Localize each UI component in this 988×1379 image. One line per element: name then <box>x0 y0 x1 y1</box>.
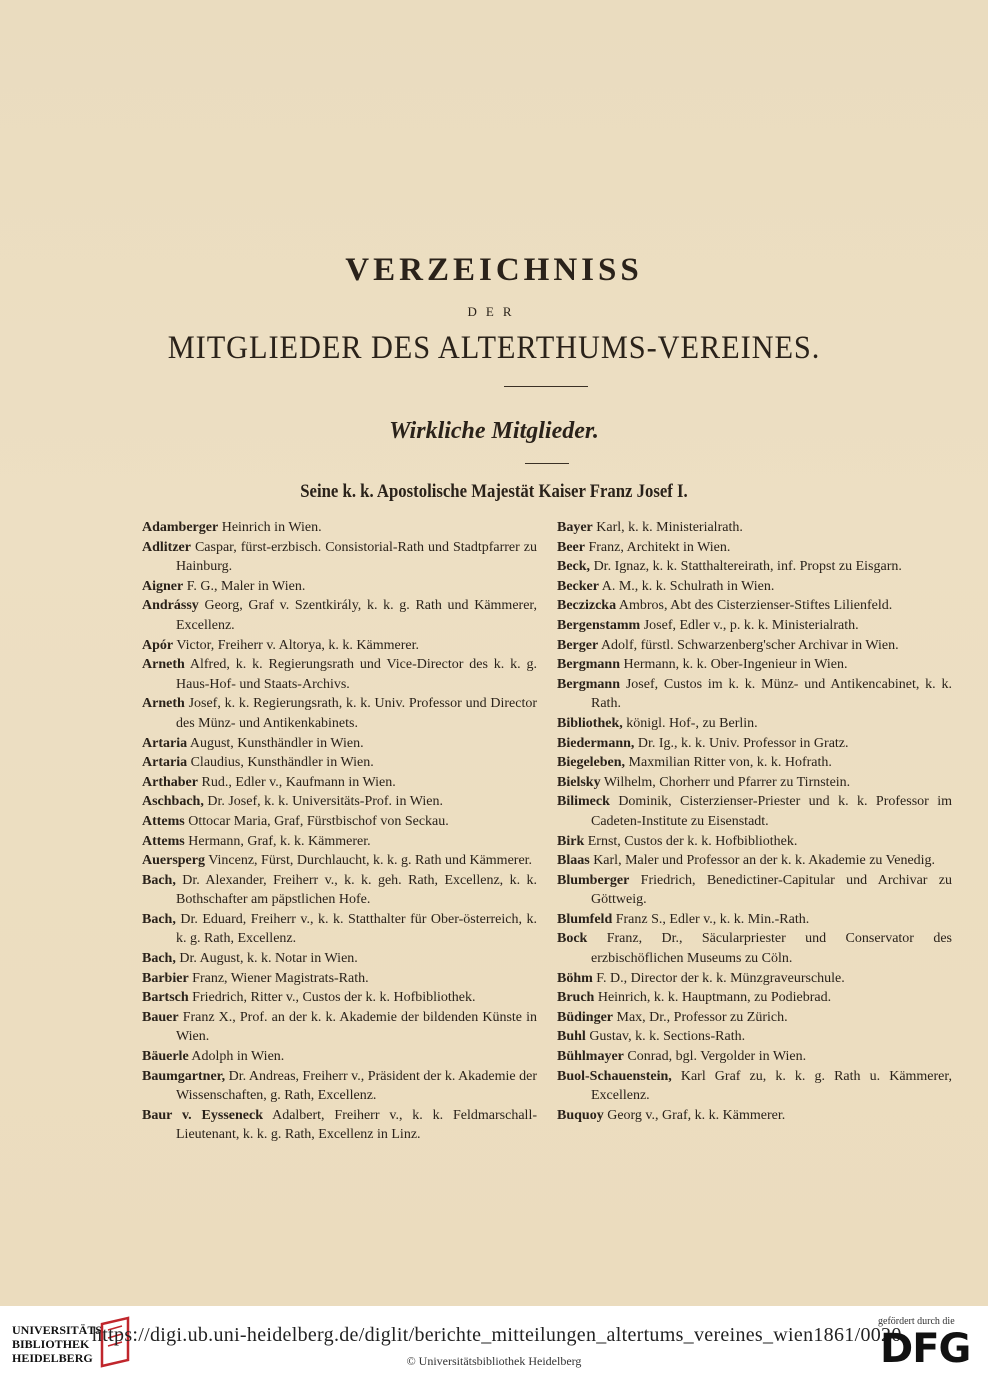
member-details: Karl Graf zu, k. k. g. Rath u. Kämmerer, Excellenz. <box>591 1068 952 1104</box>
member-entry <box>142 773 537 793</box>
member-details: Heinrich in Wien. <box>221 520 322 535</box>
title-der: DER <box>467 304 521 319</box>
page-title: VERZEICHNISS <box>345 252 643 288</box>
member-details: Karl, Maler und Professor an der k. k. Akademie zu Venedig. <box>593 853 936 869</box>
member-entry <box>142 851 537 871</box>
member-entry <box>142 1008 537 1047</box>
member-surname: Baur v. Eysseneck <box>142 1107 263 1123</box>
members-right-column <box>557 518 952 1125</box>
member-surname: Bibliothek, <box>557 715 623 731</box>
member-surname: Biedermann, <box>557 735 635 751</box>
member-details: Hermann, k. k. Ober-Ingenieur in Wien. <box>623 657 848 673</box>
member-details: Dr. Josef, k. k. Universitäts-Prof. in Wien. <box>207 794 443 810</box>
member-entry <box>557 851 952 871</box>
section-heading: Wirkliche Mitglieder. <box>389 418 599 444</box>
member-surname: Arthaber <box>142 774 198 790</box>
member-surname: Bergmann <box>557 676 620 692</box>
member-details: A. M., k. k. Schulrath in Wien. <box>601 578 775 594</box>
member-entry <box>557 538 952 558</box>
member-surname: Biegeleben, <box>557 755 626 771</box>
member-details: Maxmilian Ritter von, k. k. Hofrath. <box>628 755 832 771</box>
member-details: Friedrich, Ritter v., Custos der k. k. Hofbibliothek. <box>192 990 476 1006</box>
member-entry <box>557 714 952 734</box>
member-entry <box>142 1067 537 1106</box>
member-details: Josef, Edler v., p. k. k. Ministerialrath. <box>643 617 859 633</box>
member-details: Caspar, fürst-erzbisch. Consistorial-Rath und Stadtpfarrer zu Hainburg. <box>176 539 538 575</box>
member-entry <box>142 812 537 832</box>
member-surname: Buquoy <box>557 1107 604 1123</box>
member-entry <box>557 1106 952 1126</box>
member-surname: Barbier <box>142 970 189 986</box>
member-entry <box>557 832 952 852</box>
member-surname: Arneth <box>142 696 185 712</box>
library-line-3: HEIDELBERG <box>12 1351 93 1365</box>
member-entry <box>142 518 537 538</box>
copyright-notice: © Universitätsbibliothek Heidelberg <box>406 1354 582 1368</box>
member-entry <box>557 1047 952 1067</box>
member-surname: Baumgartner, <box>142 1068 226 1084</box>
member-details: Heinrich, k. k. Hauptmann, zu Podiebrad. <box>597 990 832 1006</box>
member-details: Vincenz, Fürst, Durchlaucht, k. k. g. Rath und Kämmerer. <box>208 853 533 869</box>
member-entry <box>557 1008 952 1028</box>
member-entry <box>142 694 537 733</box>
member-entry <box>557 969 952 989</box>
member-surname: Bilimeck <box>557 794 610 810</box>
member-details: Ambros, Abt des Cisterzienser-Stiftes Lilienfeld. <box>618 598 893 614</box>
member-entry <box>557 929 952 968</box>
member-surname: Adlitzer <box>142 539 191 555</box>
member-entry <box>142 734 537 754</box>
member-details: F. G., Maler in Wien. <box>186 578 306 594</box>
dfg-logo: DFG <box>880 1326 971 1372</box>
member-details: Adalbert, Freiherr v., k. k. Feldmarschall-Lieutenant, k. k. g. Rath, Excellenz in Linz. <box>176 1107 537 1143</box>
patron-line: Seine k. k. Apostolische Majestät Kaiser Franz Josef I. <box>300 481 688 502</box>
member-details: Dr. Ig., k. k. Univ. Professor in Gratz. <box>637 735 849 751</box>
member-details: Gustav, k. k. Sections-Rath. <box>589 1029 746 1045</box>
member-entry <box>142 832 537 852</box>
member-entry <box>142 655 537 694</box>
member-details: Hermann, Graf, k. k. Kämmerer. <box>188 833 371 849</box>
member-entry <box>557 910 952 930</box>
member-entry <box>142 577 537 597</box>
member-entry <box>142 910 537 949</box>
member-surname: Birk <box>557 833 585 849</box>
member-surname: Böhm <box>557 970 593 986</box>
member-details: Josef, k. k. Regierungsrath, k. k. Univ. Professor und Director des Münz- und Antikenkabinets. <box>176 696 537 731</box>
member-details: Wilhelm, Chorherr und Pfarrer zu Tirnstein. <box>603 774 851 790</box>
member-surname: Artaria <box>142 735 188 751</box>
member-details: Ernst, Custos der k. k. Hofbibliothek. <box>587 833 798 849</box>
member-surname: Bruch <box>557 990 595 1006</box>
member-details: Franz, Wiener Magistrats-Rath. <box>192 970 369 986</box>
member-surname: Buol-Schauenstein, <box>557 1068 672 1084</box>
member-surname: Aigner <box>142 578 184 594</box>
member-entry <box>142 969 537 989</box>
member-surname: Auersperg <box>142 853 205 869</box>
member-details: Dominik, Cisterzienser-Priester und k. k. Professor im Cadeten-Institute zu Eisenstadt. <box>591 794 953 829</box>
member-details: Adolf, fürstl. Schwarzenberg'scher Archivar in Wien. <box>600 637 899 653</box>
member-entry <box>557 734 952 754</box>
member-surname: Bartsch <box>142 990 189 1006</box>
member-surname: Arneth <box>142 657 185 673</box>
member-surname: Becker <box>557 578 599 594</box>
member-details: Franz, Architekt in Wien. <box>588 539 731 555</box>
member-details: Ottocar Maria, Graf, Fürstbischof von Seckau. <box>188 813 449 829</box>
member-details: Josef, Custos im k. k. Münz- und Antikencabinet, k. k. Rath. <box>591 676 952 712</box>
member-entry <box>142 792 537 812</box>
member-entry <box>557 557 952 577</box>
member-surname: Bach, <box>142 951 176 967</box>
member-surname: Bach, <box>142 872 176 888</box>
member-surname: Beer <box>557 539 585 555</box>
member-surname: Beczizcka <box>557 598 617 614</box>
member-surname: Attems <box>142 833 185 849</box>
member-entry <box>142 753 537 773</box>
member-entry <box>557 1067 952 1106</box>
member-details: Karl, k. k. Ministerialrath. <box>596 520 743 535</box>
member-surname: Bayer <box>557 520 593 535</box>
member-details: Georg v., Graf, k. k. Kämmerer. <box>607 1107 786 1123</box>
member-details: Conrad, bgl. Vergolder in Wien. <box>627 1049 807 1065</box>
member-entry <box>557 518 952 538</box>
funded-by-label: gefördert durch die <box>878 1316 955 1327</box>
member-entry <box>142 988 537 1008</box>
member-surname: Attems <box>142 813 185 829</box>
member-surname: Artaria <box>142 755 188 771</box>
member-surname: Büdinger <box>557 1009 614 1025</box>
member-surname: Beck, <box>557 559 591 575</box>
member-details: Adolph in Wien. <box>191 1049 285 1065</box>
member-entry <box>557 616 952 636</box>
member-surname: Adamberger <box>142 520 219 535</box>
member-details: Claudius, Kunsthändler in Wien. <box>190 755 374 771</box>
library-line-1: UNIVERSITÄTS <box>12 1323 103 1337</box>
member-surname: Bauer <box>142 1009 179 1025</box>
members-left-column <box>142 518 537 1145</box>
member-entry <box>142 1106 537 1145</box>
member-entry <box>557 636 952 656</box>
member-entry <box>557 773 952 793</box>
member-entry <box>557 675 952 714</box>
member-surname: Buhl <box>557 1029 586 1045</box>
member-entry <box>142 949 537 969</box>
member-details: Dr. Alexander, Freiherr v., k. k. geh. Rath, Excellenz, k. k. Bothschafter am päpstlichen Hofe. <box>176 872 538 908</box>
member-surname: Blumfeld <box>557 911 613 927</box>
page-subtitle: MITGLIEDER DES ALTERTHUMS-VEREINES. <box>167 330 821 366</box>
member-entry <box>142 538 537 577</box>
member-surname: Bergenstamm <box>557 617 641 633</box>
permalink-url[interactable]: https://digi.ub.uni-heidelberg.de/diglit/berichte_mitteilungen_altertums_vereines_wien1861/0020 <box>92 1324 902 1346</box>
title-rule <box>504 386 588 387</box>
member-details: Friedrich, Benedictiner-Capitular und Archivar zu Göttweig. <box>591 872 953 908</box>
member-details: Dr. August, k. k. Notar in Wien. <box>179 951 358 967</box>
member-entry <box>557 871 952 910</box>
member-entry <box>142 871 537 910</box>
member-entry <box>557 596 952 616</box>
member-entry <box>557 753 952 773</box>
member-details: Dr. Andreas, Freiherr v., Präsident der k. Akademie der Wissenschaften, g. Rath, Excellenz. <box>176 1068 538 1104</box>
member-surname: Bach, <box>142 911 176 927</box>
member-details: Franz S., Edler v., k. k. Min.-Rath. <box>615 911 810 927</box>
member-entry <box>142 636 537 656</box>
section-rule <box>525 463 569 464</box>
member-surname: Bergmann <box>557 657 620 673</box>
member-entry <box>557 577 952 597</box>
member-surname: Bühlmayer <box>557 1049 624 1065</box>
member-details: Alfred, k. k. Regierungsrath und Vice-Director des k. k. g. Haus-Hof- und Staats-Archivs. <box>176 657 537 692</box>
member-details: Rud., Edler v., Kaufmann in Wien. <box>201 774 396 790</box>
member-details: Max, Dr., Professor zu Zürich. <box>616 1009 788 1025</box>
member-surname: Berger <box>557 637 599 653</box>
member-entry <box>557 792 952 831</box>
member-details: königl. Hof-, zu Berlin. <box>626 715 758 731</box>
member-details: Georg, Graf v. Szentkirály, k. k. g. Rath und Kämmerer, Excellenz. <box>176 598 538 633</box>
member-details: Franz, Dr., Säcularpriester und Conservator des erzbischöflichen Museums zu Cöln. <box>591 931 952 967</box>
member-surname: Blaas <box>557 853 590 869</box>
member-surname: Bock <box>557 931 588 947</box>
member-entry <box>557 1027 952 1047</box>
member-surname: Bäuerle <box>142 1049 189 1065</box>
member-surname: Blumberger <box>557 872 630 888</box>
member-surname: Andrássy <box>142 598 199 614</box>
member-surname: Aschbach, <box>142 794 204 810</box>
member-details: Dr. Ignaz, k. k. Statthaltereirath, inf. Propst zu Eisgarn. <box>593 559 902 575</box>
member-details: F. D., Director der k. k. Münzgraveurschule. <box>596 970 845 986</box>
member-details: Franz X., Prof. an der k. k. Akademie der bildenden Künste in Wien. <box>176 1009 537 1045</box>
member-details: August, Kunsthändler in Wien. <box>189 735 364 751</box>
member-entry <box>557 988 952 1008</box>
member-details: Victor, Freiherr v. Altorya, k. k. Kämmerer. <box>176 637 419 653</box>
library-line-2: BIBLIOTHEK <box>12 1337 90 1351</box>
member-details: Dr. Eduard, Freiherr v., k. k. Statthalter für Ober-österreich, k. k. g. Rath, Excellenz. <box>176 911 537 947</box>
member-entry <box>142 596 537 635</box>
member-surname: Apór <box>142 637 174 653</box>
member-entry <box>557 655 952 675</box>
member-entry <box>142 1047 537 1067</box>
member-surname: Bielsky <box>557 774 601 790</box>
